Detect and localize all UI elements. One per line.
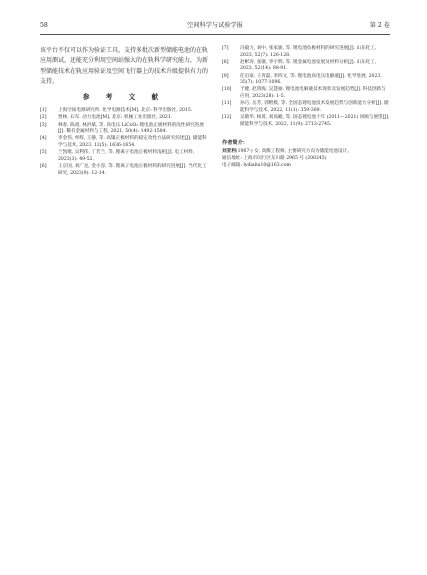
reference-number: [6]: [40, 163, 47, 169]
reference-number: [4]: [40, 136, 47, 142]
right-column: [222, 46, 390, 169]
reference-item: [40, 123, 208, 136]
reference-text: 上海空间电源研究所. 化学电源技术[M]. 北京: 科学出版社, 2015.: [58, 108, 193, 114]
reference-text: 任启豪, 王青磊, 李四文, 等. 锂电池高电压电解液[J]. 化学进展, 2023, 35(7): 1077-1096.: [240, 73, 382, 86]
reference-text: 吴敬华, 杨菁, 刘高瞻, 等. 固态锂电池十年 (2011—2021) 回顾与展望[J]. 储能科学与技术, 2022, 11(9): 2713-2745.: [240, 114, 390, 127]
reference-text: 赵彬涛, 张敏, 李宇辉, 等. 锂金属电池发展及材料分析[J]. 山东化工, 2023, 52(14): 88-91.: [240, 59, 377, 72]
reference-list-right: [222, 46, 390, 128]
reference-item: [40, 164, 208, 177]
author-info-title: 作者简介：: [222, 140, 248, 147]
body-paragraph: 该平台不仅可以作为验证工具，支持多批次新型储能电池的在轨应用测试，还能充分利用空间站强大的在轨科学研究能力，为新型储能技术在轨应用验证及空间飞行器上的技术升级提供有力的支持。: [40, 47, 209, 85]
reference-item: [222, 115, 390, 128]
reference-item: [222, 101, 390, 114]
author-name: 刘亚利: [222, 149, 236, 155]
reference-text: 冯毅力, 刘中, 张家骏, 等. 锂电池负极材料的研究进展[J]. 山东化工, 2023, 52(7): 126-128.: [240, 46, 377, 58]
reference-text: 李金伟, 牟辉, 王静, 等. 高镍正极材料的稳定改性方法研究综述[J]. 储能科学与技术, 2023, 12(5): 1636-1654.: [58, 136, 207, 148]
reference-text: 孙巧, 岳芳, 郭楷模, 等. 全固态锂电池技术发展趋势与创新能力分析[J]. 储能科学与技术, 2022, 11(1): 359-369.: [240, 101, 389, 113]
references-heading: 参 考 文 献: [82, 93, 166, 102]
page-number: 58: [40, 22, 48, 29]
reference-number: [5]: [40, 150, 47, 156]
reference-text: 于婕, 赵鸿海, 吴慧丽. 锂电池电解液技术现状及发展趋势[J]. 科技创新与应用, 2023(28): 1-5.: [240, 87, 386, 99]
reference-item: [40, 115, 208, 122]
author-bio: (1987-) 女, 高级工程师, 主要研究方向为储能电池设计。: [235, 149, 352, 155]
reference-item: [40, 150, 208, 163]
volume-label: 第 2 卷: [369, 22, 390, 29]
reference-item: [222, 87, 390, 100]
reference-item: [222, 46, 390, 59]
reference-number: [9]: [222, 73, 229, 79]
reference-text: 兰凯歌, 吴利伟, 丁若兰, 等. 锂离子电池正极材料浅析[J]. 电工材料, 2023(3): 49-52.: [58, 150, 195, 162]
reference-item: [222, 74, 390, 87]
reference-text: 王京国, 刘广龙, 金小容, 等. 锂离子电池正极材料的研究进展[J]. 当代化工研究, 2023(9): 12-14.: [58, 163, 207, 176]
author-address: 通信地址: 上海市闵行区东川路 2965 号 (200245): [222, 156, 327, 162]
reference-number: [10]: [222, 87, 232, 93]
author-email: 电子邮箱: lydialiu10@163.com: [222, 163, 291, 169]
reference-text: 林春, 陈靖, 林洪斌, 等. 高电压 LiCoO₂ 锂电池正极材料的改性研究进展[J]. 稀有金属材料与工程, 2021, 50(4): 1492-1504.: [58, 122, 204, 135]
reference-text: 贾林, 石军. 动力电池[M]. 北京: 机械工业出版社, 2021.: [58, 115, 173, 121]
reference-item: [40, 136, 208, 149]
journal-title: 空间科学与试验学报: [187, 22, 243, 29]
reference-number: [12]: [222, 114, 232, 120]
reference-number: [2]: [40, 115, 47, 121]
running-header: [40, 22, 390, 34]
reference-number: [7]: [222, 46, 229, 51]
header-divider: [40, 34, 390, 35]
reference-item: [222, 60, 390, 73]
author-bio-line: [222, 148, 390, 155]
left-column: [40, 46, 208, 178]
reference-number: [11]: [222, 101, 232, 107]
reference-number: [3]: [40, 122, 47, 128]
reference-number: [1]: [40, 108, 47, 114]
reference-item: [40, 108, 208, 115]
reference-list-left: [40, 108, 208, 177]
reference-number: [8]: [222, 59, 229, 65]
author-info: [222, 140, 390, 169]
